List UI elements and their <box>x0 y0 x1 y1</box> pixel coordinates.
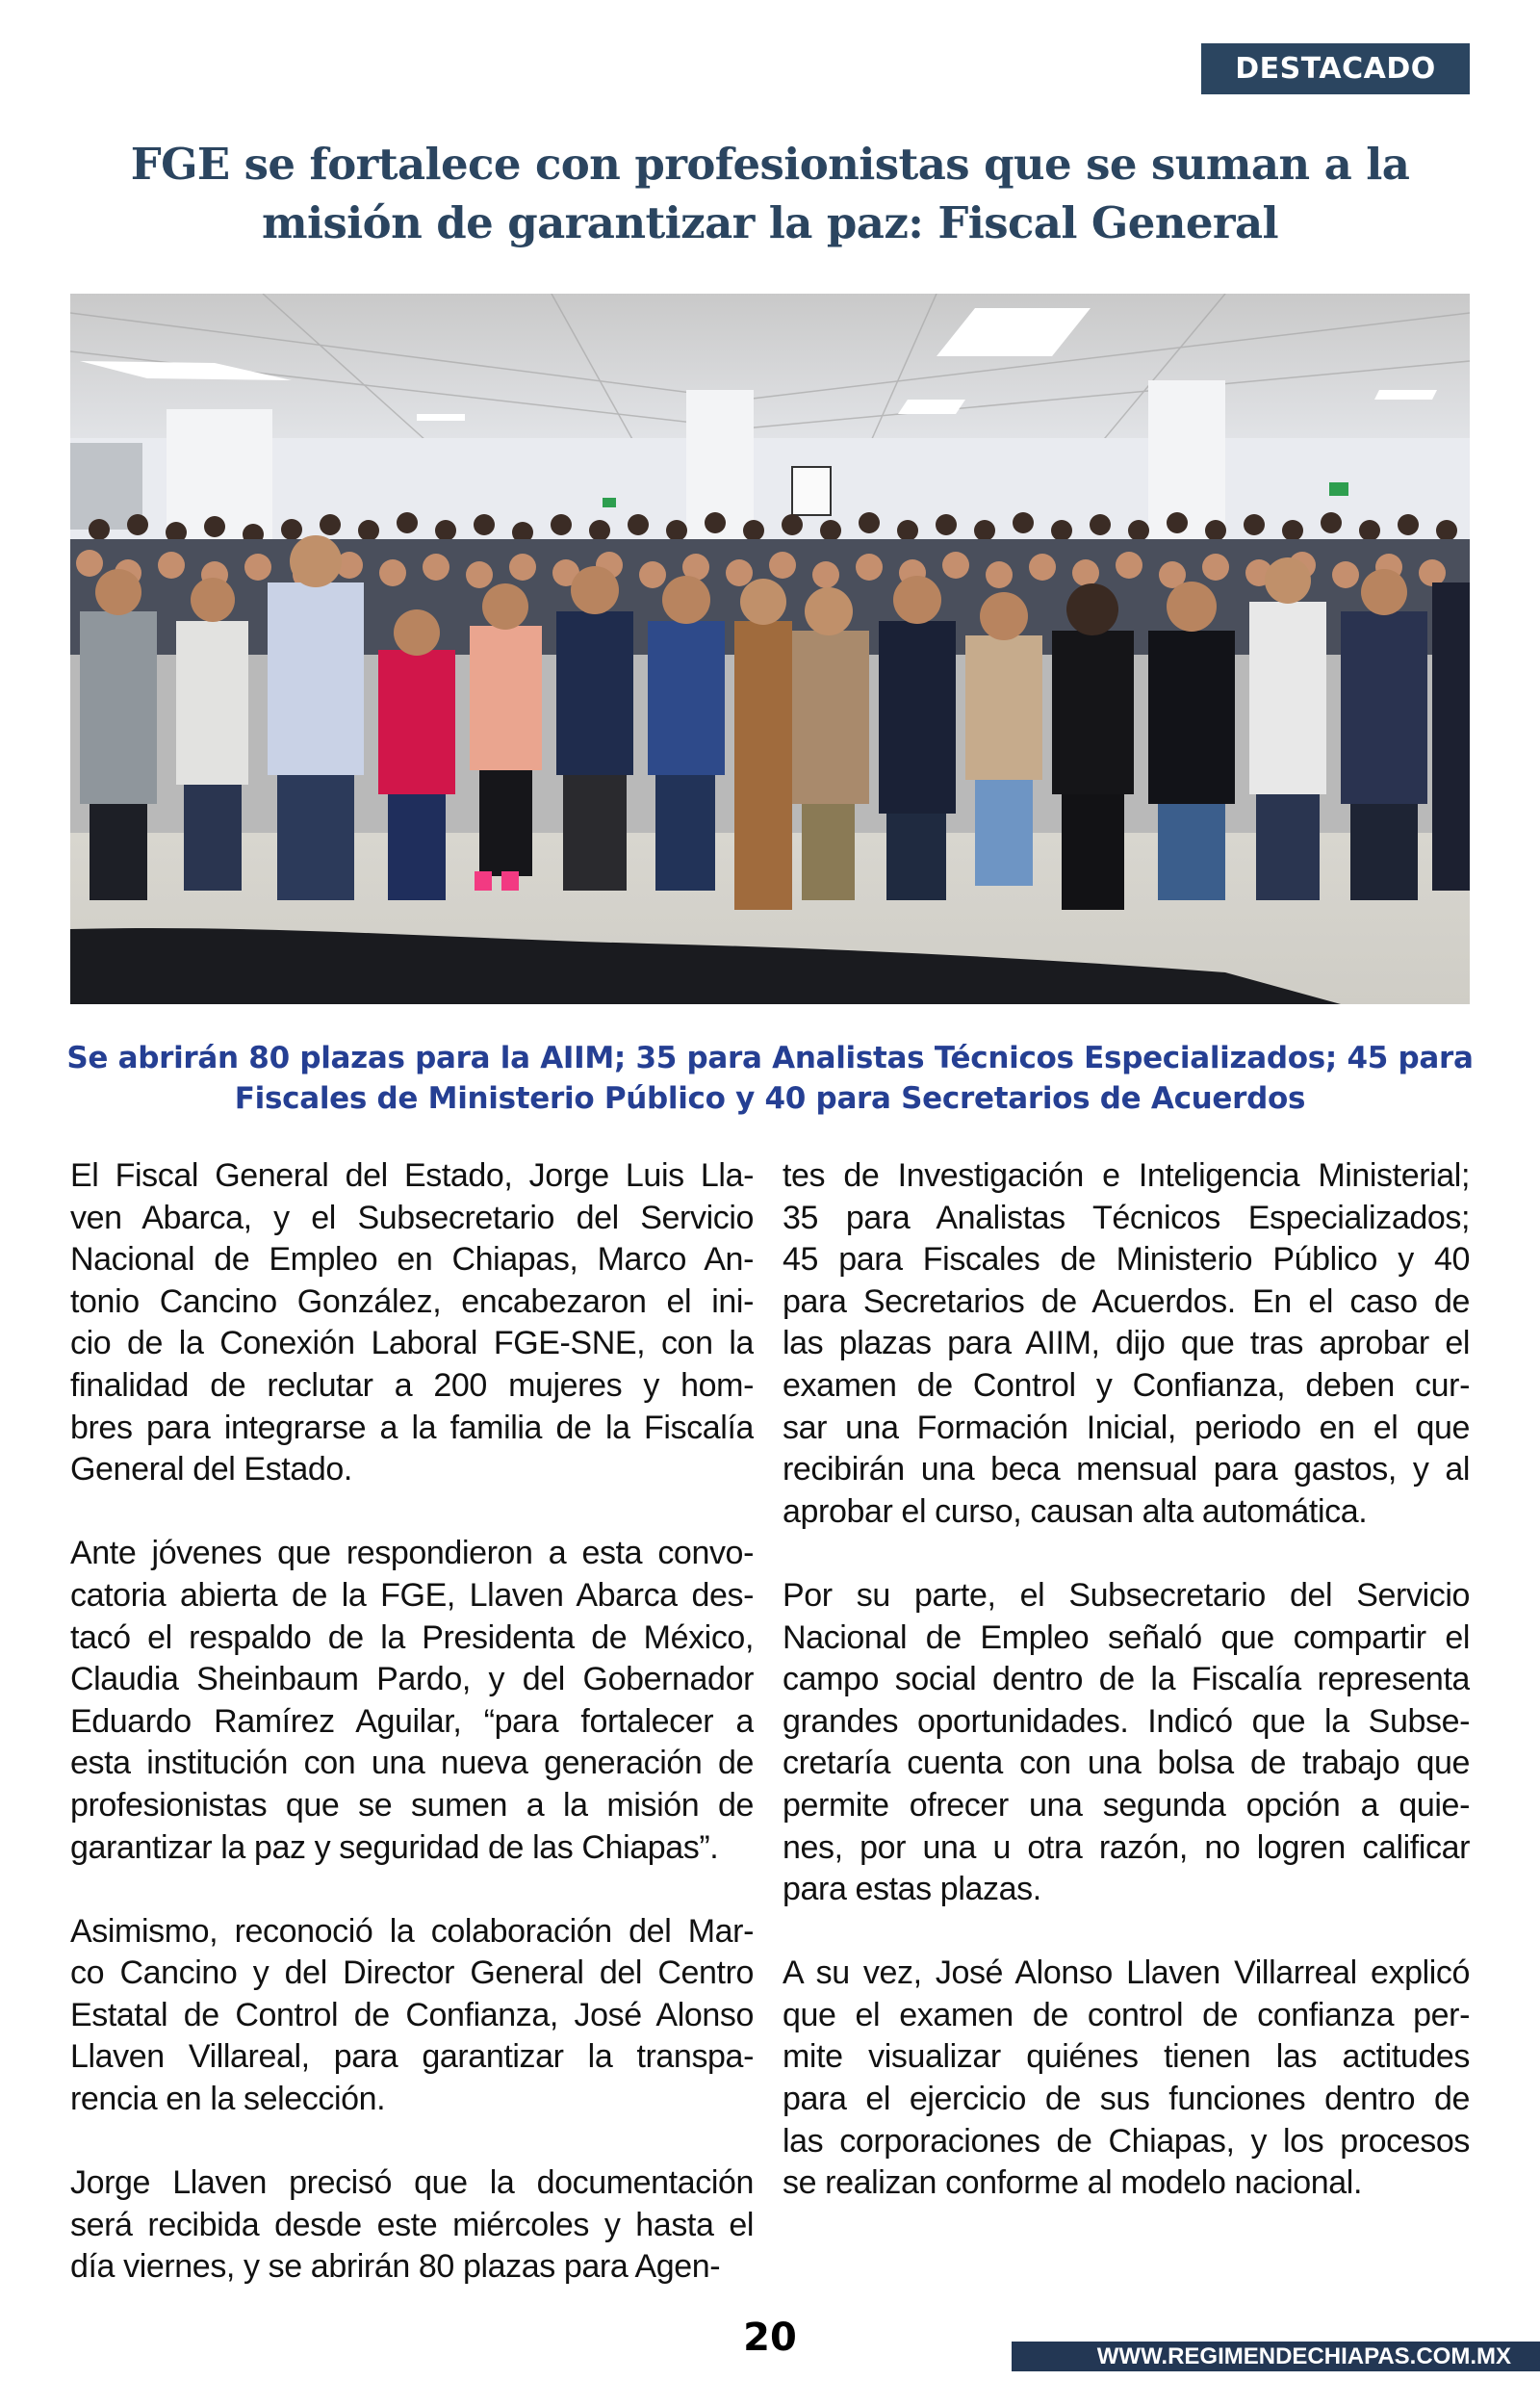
article-line: General del Estado. <box>70 1451 352 1488</box>
article-line: para el ejercicio de sus funciones dentro de <box>783 2081 1470 2118</box>
footer-website-bar <box>1012 2342 1540 2371</box>
article-line: para estas plazas. <box>783 1871 1041 1908</box>
article-line: grandes oportunidades. Indicó que la Subse- <box>783 1702 1470 1740</box>
article-line: se realizan conforme al modelo nacional. <box>783 2164 1363 2202</box>
article-line: Ante jóvenes que respondieron a esta convo- <box>70 1535 754 1572</box>
article-photo <box>70 294 1470 1004</box>
article-line: catoria abierta de la FGE, Llaven Abarca des- <box>70 1576 754 1614</box>
article-line: examen de Control y Confianza, deben cur- <box>783 1366 1470 1404</box>
article-paragraph <box>70 1533 754 1869</box>
group-photo-illustration <box>70 294 1470 1004</box>
article-line: campo social dentro de la Fiscalía representa <box>783 1661 1470 1698</box>
article-paragraph <box>783 1953 1470 2205</box>
article-paragraph <box>783 1155 1470 1533</box>
article-line: ven Abarca, y el Subsecretario del Servicio <box>70 1199 754 1236</box>
article-line: cio de la Conexión Laboral FGE-SNE, con la <box>70 1325 754 1362</box>
article-line: esta institución con una nueva generación de <box>70 1745 754 1782</box>
article-line: Estatal de Control de Confianza, José Alonso <box>70 1996 754 2033</box>
article-line: Claudia Sheinbaum Pardo, y del Gobernador <box>70 1661 754 1698</box>
article-line: permite ofrecer una segunda opción a quie- <box>783 1786 1470 1824</box>
article-line: tes de Investigación e Inteligencia Ministerial; <box>783 1157 1470 1194</box>
article-line: El Fiscal General del Estado, Jorge Luis Lla- <box>70 1157 754 1194</box>
article-line: nes, por una u otra razón, no logren calificar <box>783 1828 1470 1866</box>
article-line: mite visualizar quiénes tienen las actitudes <box>783 2038 1470 2076</box>
article-line: aprobar el curso, causan alta automática. <box>783 1492 1368 1530</box>
article-line: bres para integrarse a la familia de la Fiscalía <box>70 1409 754 1446</box>
article-line: Por su parte, el Subsecretario del Servicio <box>783 1576 1470 1614</box>
article-line: sar una Formación Inicial, periodo en el que <box>783 1409 1470 1446</box>
article-line: cretaría cuenta con una bolsa de trabajo que <box>783 1745 1470 1782</box>
article-line: Nacional de Empleo en Chiapas, Marco An- <box>70 1241 754 1279</box>
article-line: garantizar la paz y seguridad de las Chiapas”. <box>70 1828 719 1866</box>
article-paragraph <box>70 2162 754 2289</box>
article-line: las corporaciones de Chiapas, y los procesos <box>783 2122 1470 2160</box>
article-line: finalidad de reclutar a 200 mujeres y hom- <box>70 1366 754 1404</box>
article-line: A su vez, José Alonso Llaven Villarreal explicó <box>783 1954 1470 1992</box>
article-column-left <box>70 1155 754 2331</box>
article-line: Llaven Villareal, para garantizar la transpa- <box>70 2038 754 2076</box>
article-line: 45 para Fiscales de Ministerio Público y 40 <box>783 1241 1470 1279</box>
article-line: tonio Cancino González, encabezaron el ini- <box>70 1282 754 1320</box>
article-line: será recibida desde este miércoles y hasta el <box>70 2206 754 2243</box>
article-line: tacó el respaldo de la Presidenta de México, <box>70 1618 754 1656</box>
article-line: Eduardo Ramírez Aguilar, “para fortalecer a <box>70 1702 754 1740</box>
article-line: las plazas para AIIM, dijo que tras aprobar el <box>783 1325 1470 1362</box>
article-headline: FGE se fortalece con profesionistas que se suman a la misión de garantizar la paz: Fiscal General <box>130 139 1410 248</box>
article-column-right <box>783 1155 1470 2246</box>
section-badge: DESTACADO <box>1201 43 1470 94</box>
article-line: profesionistas que se sumen a la misión de <box>70 1786 754 1824</box>
article-line: día viernes, y se abrirán 80 plazas para Agen- <box>70 2248 721 2286</box>
article-line: para Secretarios de Acuerdos. En el caso de <box>783 1282 1470 1320</box>
article-line: rencia en la selección. <box>70 2081 386 2118</box>
article-line: Jorge Llaven precisó que la documentación <box>70 2164 754 2202</box>
article-line: recibirán una beca mensual para gastos, y al <box>783 1451 1470 1488</box>
article-line: 35 para Analistas Técnicos Especializados; <box>783 1199 1470 1236</box>
article-paragraph <box>70 1155 754 1491</box>
page-number: 20 <box>743 2316 797 2360</box>
footer-website: WWW.REGIMENDECHIAPAS.COM.MX <box>1096 2342 1511 2369</box>
article-line: co Cancino y del Director General del Centro <box>70 1954 754 1992</box>
article-paragraph <box>70 1911 754 2121</box>
article-line: que el examen de control de confianza per- <box>783 1996 1470 2033</box>
article-paragraph <box>783 1575 1470 1911</box>
article-line: Asimismo, reconoció la colaboración del Mar- <box>70 1912 754 1950</box>
article-subheadline: Se abrirán 80 plazas para la AIIM; 35 para Analistas Técnicos Especializados; 45 para Fiscales de Ministerio Público y 40 para Secretarios de Acuerdos <box>66 1041 1474 1116</box>
article-line: Nacional de Empleo señaló que compartir el <box>783 1618 1470 1656</box>
